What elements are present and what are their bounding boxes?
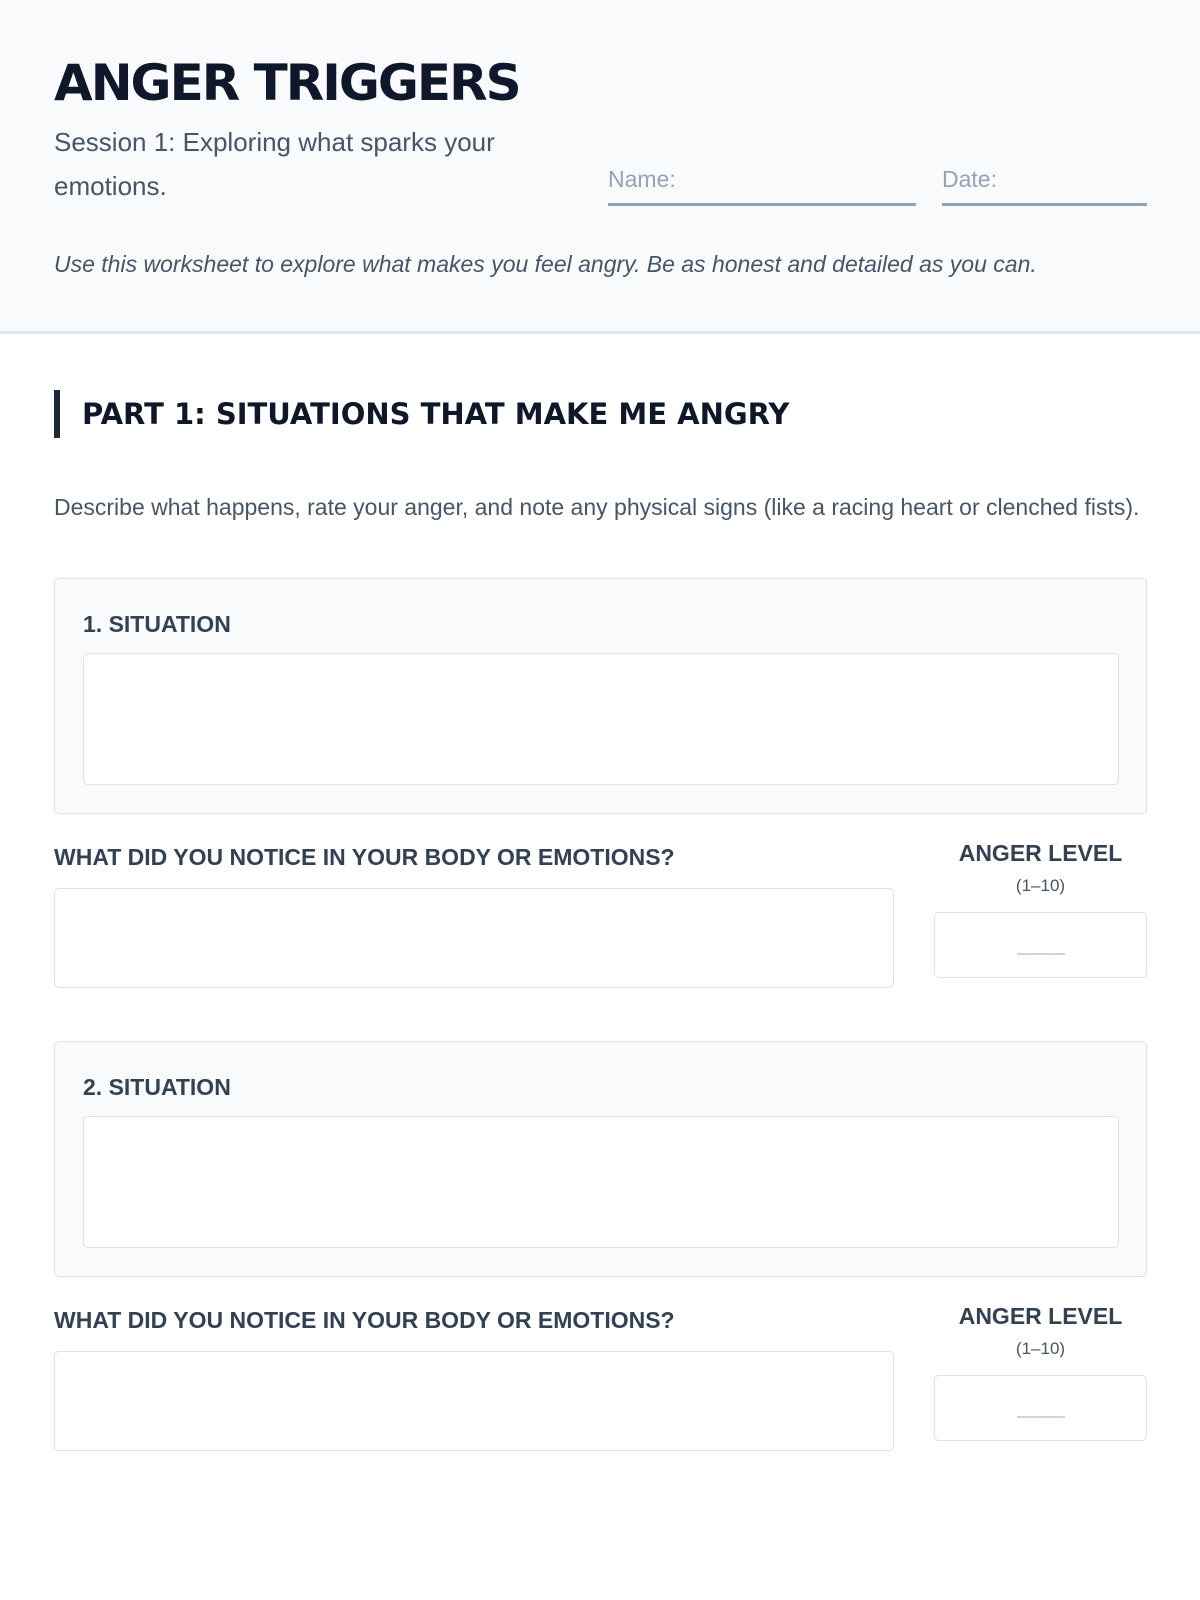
name-field-label: Name: — [608, 166, 676, 192]
notice-label-1: WHAT DID YOU NOTICE IN YOUR BODY OR EMOTIONS? — [54, 844, 675, 870]
date-field[interactable] — [942, 160, 1147, 206]
page-title: ANGER TRIGGERS — [54, 54, 520, 112]
notice-input-1[interactable] — [54, 888, 894, 988]
situation-card-1 — [54, 578, 1147, 814]
part1-heading — [54, 390, 789, 438]
date-field-label: Date: — [942, 166, 997, 192]
notice-label-2: WHAT DID YOU NOTICE IN YOUR BODY OR EMOTIONS? — [54, 1307, 675, 1333]
anger-level-label-1: ANGER LEVEL — [958, 840, 1123, 866]
anger-level-underline-2 — [1017, 1416, 1065, 1418]
anger-level-range-2: (1–10) — [1015, 1339, 1066, 1358]
situation-label-2: 2. SITUATION — [83, 1074, 231, 1100]
part1-description: Describe what happens, rate your anger, and note any physical signs (like a racing heart or clenched fists). — [54, 494, 1140, 520]
anger-level-input-1[interactable] — [934, 912, 1147, 978]
situation-card-2 — [54, 1041, 1147, 1277]
page-subtitle: Session 1: Exploring what sparks your emotions. — [54, 127, 495, 201]
situation-input-2[interactable] — [83, 1116, 1119, 1248]
situation-input-1[interactable] — [83, 653, 1119, 785]
worksheet-header — [0, 0, 1200, 334]
notice-input-2[interactable] — [54, 1351, 894, 1451]
part1-heading-text: PART 1: SITUATIONS THAT MAKE ME ANGRY — [82, 397, 790, 431]
anger-level-underline-1 — [1017, 953, 1065, 955]
situation-label-1: 1. SITUATION — [83, 611, 231, 637]
anger-level-input-2[interactable] — [934, 1375, 1147, 1441]
worksheet-instructions: Use this worksheet to explore what makes you feel angry. Be as honest and detailed as you can. — [54, 251, 1037, 277]
anger-level-range-1: (1–10) — [1015, 876, 1066, 895]
anger-level-label-2: ANGER LEVEL — [958, 1303, 1123, 1329]
name-field[interactable] — [608, 160, 916, 206]
